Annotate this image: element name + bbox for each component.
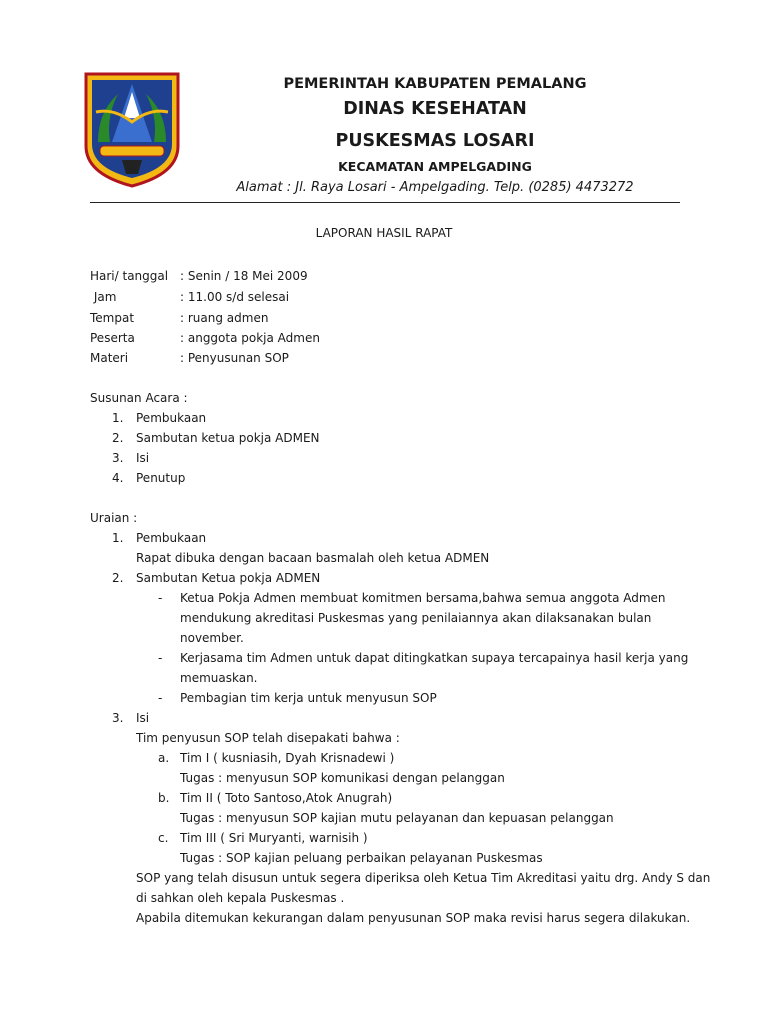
team-task: Tugas : SOP kajian peluang perbaikan pelayanan Puskesmas xyxy=(180,851,543,865)
agenda-item: Sambutan ketua pokja ADMEN xyxy=(136,431,320,445)
header-puskesmas: PUSKESMAS LOSARI xyxy=(335,131,535,151)
agenda-num: 4. xyxy=(112,471,124,485)
description-num: 3. xyxy=(112,711,124,725)
agenda-num: 1. xyxy=(112,411,124,425)
info-label-date: Hari/ tanggal xyxy=(90,269,169,283)
description-num: 2. xyxy=(112,571,124,585)
pemalang-emblem-logo xyxy=(84,72,180,188)
info-value-date: : Senin / 18 Mei 2009 xyxy=(180,269,308,283)
team-task: Tugas : menyusun SOP kajian mutu pelayanan dan kepuasan pelanggan xyxy=(180,811,614,825)
description-text: Rapat dibuka dengan bacaan basmalah oleh ketua ADMEN xyxy=(136,551,490,565)
info-label-material: Materi xyxy=(90,351,129,365)
header-address: Alamat : Jl. Raya Losari - Ampelgading. Telp. (0285) 4473272 xyxy=(236,180,634,195)
agenda-item: Penutup xyxy=(136,471,186,485)
document-title: LAPORAN HASIL RAPAT xyxy=(315,226,453,240)
bullet-text: Kerjasama tim Admen untuk dapat ditingkatkan supaya tercapainya hasil kerja yang xyxy=(180,651,689,665)
description-item-title: Pembukaan xyxy=(136,531,207,545)
agenda-item: Isi xyxy=(136,451,150,465)
bullet-text: Ketua Pokja Admen membuat komitmen bersama,bahwa semua anggota Admen xyxy=(180,591,666,605)
bullet-text: Pembagian tim kerja untuk menyusun SOP xyxy=(180,691,437,705)
team-letter: a. xyxy=(158,751,170,765)
team-name: Tim III ( Sri Muryanti, warnisih ) xyxy=(180,831,368,845)
closing-text: SOP yang telah disusun untuk segera diperiksa oleh Ketua Tim Akreditasi yaitu drg. Andy S dan xyxy=(136,871,711,885)
description-heading: Uraian : xyxy=(90,511,138,525)
description-item-title: Isi xyxy=(136,711,150,725)
header-divider xyxy=(90,202,680,203)
info-value-place: : ruang admen xyxy=(180,311,269,325)
info-value-time: : 11.00 s/d selesai xyxy=(180,290,290,304)
agenda-num: 3. xyxy=(112,451,124,465)
description-item-title: Sambutan Ketua pokja ADMEN xyxy=(136,571,321,585)
team-task: Tugas : menyusun SOP komunikasi dengan pelanggan xyxy=(180,771,505,785)
team-letter: b. xyxy=(158,791,170,805)
header-district: KECAMATAN AMPELGADING xyxy=(338,159,532,174)
bullet-dash: - xyxy=(158,651,163,665)
description-text: Tim penyusun SOP telah disepakati bahwa : xyxy=(136,731,400,745)
agenda-item: Pembukaan xyxy=(136,411,207,425)
bullet-dash: - xyxy=(158,591,163,605)
team-name: Tim I ( kusniasih, Dyah Krisnadewi ) xyxy=(180,751,395,765)
info-value-participants: : anggota pokja Admen xyxy=(180,331,320,345)
description-num: 1. xyxy=(112,531,124,545)
bullet-text: november. xyxy=(180,631,244,645)
header-government: PEMERINTAH KABUPATEN PEMALANG xyxy=(283,76,587,92)
closing-text: Apabila ditemukan kekurangan dalam penyusunan SOP maka revisi harus segera dilakukan. xyxy=(136,911,691,925)
agenda-num: 2. xyxy=(112,431,124,445)
info-label-place: Tempat xyxy=(90,311,135,325)
bullet-dash: - xyxy=(158,691,163,705)
header-department: DINAS KESEHATAN xyxy=(343,99,527,119)
bullet-text: memuaskan. xyxy=(180,671,258,685)
closing-text: di sahkan oleh kepala Puskesmas . xyxy=(136,891,345,905)
info-label-participants: Peserta xyxy=(90,331,135,345)
team-letter: c. xyxy=(158,831,169,845)
agenda-heading: Susunan Acara : xyxy=(90,391,188,405)
bullet-text: mendukung akreditasi Puskesmas yang penilaiannya akan dilaksanakan bulan xyxy=(180,611,652,625)
team-name: Tim II ( Toto Santoso,Atok Anugrah) xyxy=(180,791,393,805)
info-value-material: : Penyusunan SOP xyxy=(180,351,289,365)
info-label-time: Jam xyxy=(90,290,117,304)
